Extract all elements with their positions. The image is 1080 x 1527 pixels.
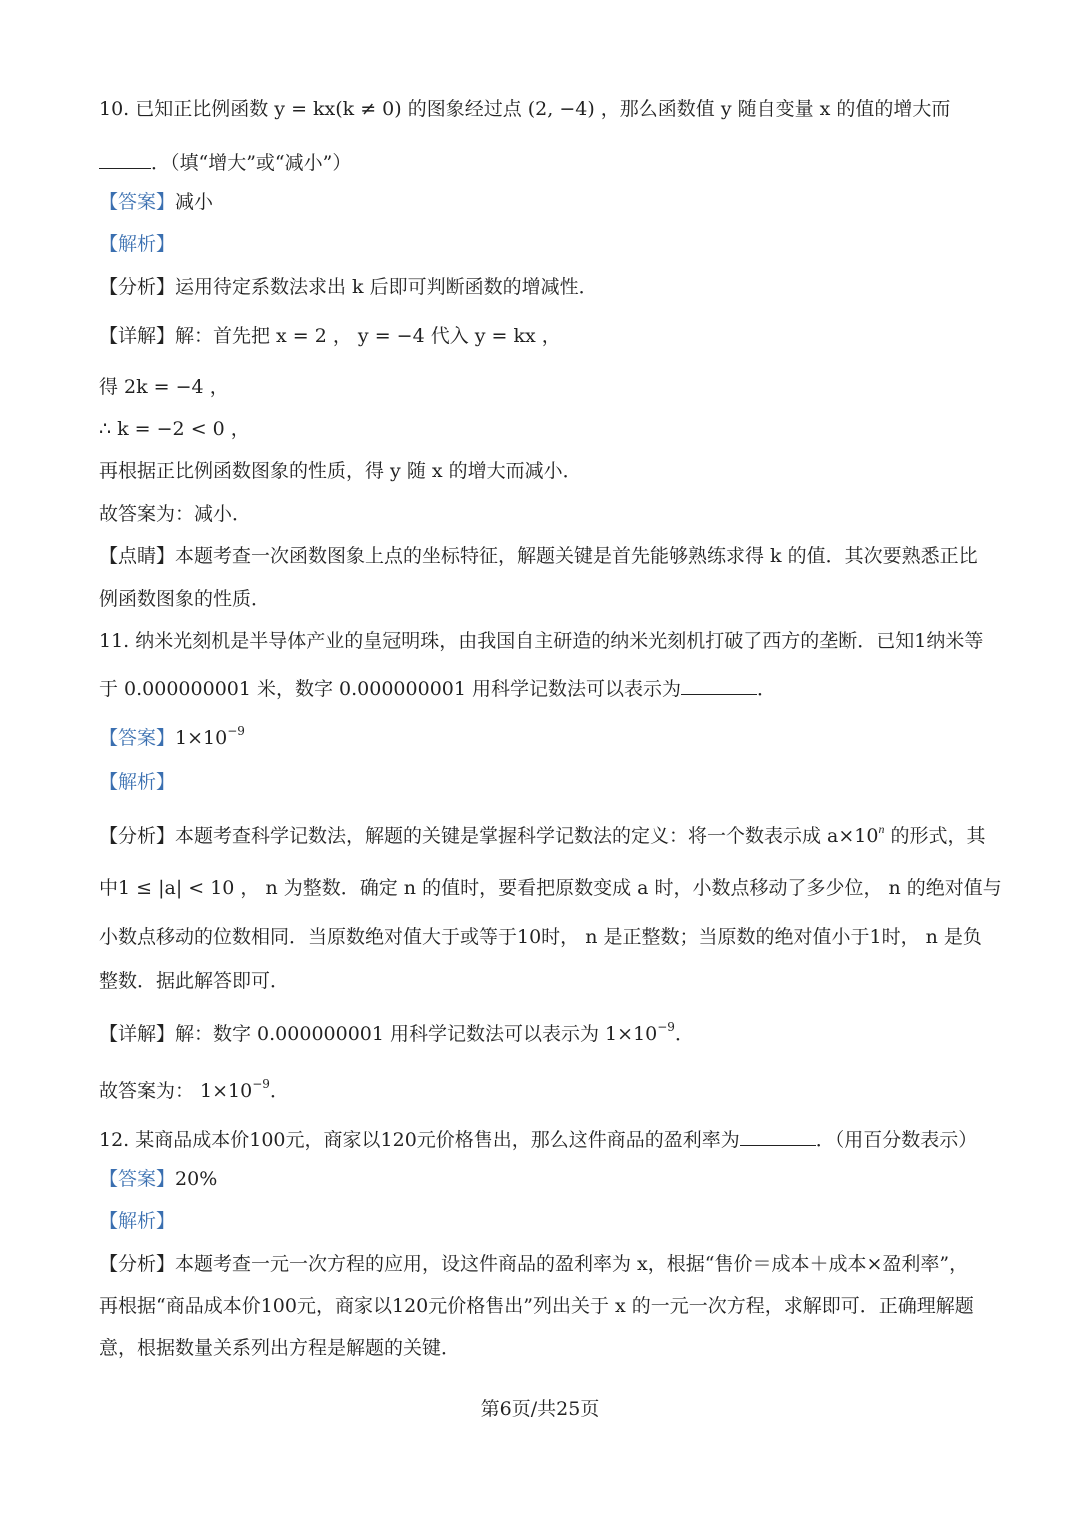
fenxi-text: 的形式，其 [884, 825, 986, 847]
answer-blank [99, 150, 151, 169]
fenxi-label: 【分析】 [99, 1253, 176, 1275]
q11-stem-text: 11. 纳米光刻机是半导体产业的皇冠明珠，由我国自主研造的纳米光刻机打破了西方的垄断．已知1纳米等 [99, 630, 984, 652]
q11-xiangjie [99, 1021, 694, 1044]
q10-step2 [99, 420, 250, 439]
punctuation: ． [269, 1080, 289, 1102]
q10-step1 [99, 378, 229, 397]
q12-fenxi-line2 [99, 1297, 974, 1316]
dianjing-label: 【点睛】 [99, 545, 176, 567]
exponent: −9 [657, 1020, 675, 1034]
fenxi-text-4: 整数．据此解答即可． [99, 970, 290, 992]
answer-label: 【答案】 [99, 191, 176, 213]
q11-stem-text-2: 于 0.000000001 米，数字 0.000000001 用科学记数法可以表示为 [99, 678, 682, 700]
final-answer: 故答案为：减小． [99, 503, 252, 525]
fenxi-label: 【分析】 [99, 825, 176, 847]
q12-jiexi [99, 1212, 175, 1231]
q10-fenxi [99, 278, 598, 297]
final-answer: 故答案为： 1×10 [99, 1080, 253, 1102]
q10-dianjing-line1 [99, 547, 978, 566]
solution-step: ∴ k = −2 < 0 ， [99, 418, 250, 440]
q11-fenxi-line2 [99, 879, 1002, 898]
punctuation: ． [757, 678, 777, 700]
q12-fenxi-line3 [99, 1339, 460, 1358]
q10-answer [99, 193, 213, 212]
q10-stem-text-2: ．（填“增大”或“减小”） [151, 152, 352, 174]
q10-dianjing-line2 [99, 590, 270, 609]
q10-jiexi [99, 235, 175, 254]
q12-fenxi-line1 [99, 1255, 968, 1274]
q11-fenxi-line1 [99, 823, 986, 846]
answer-label: 【答案】 [99, 727, 176, 749]
q12-stem [99, 1127, 977, 1150]
fenxi-text-3: 意，根据数量关系列出方程是解题的关键． [99, 1337, 461, 1359]
fenxi-text: 本题考查科学记数法，解题的关键是掌握科学记数法的定义：将一个数表示成 a×10 [175, 825, 879, 847]
solution-step: 再根据正比例函数图象的性质，得 y 随 x 的增大而减小． [99, 460, 582, 482]
q11-fenxi-line3 [99, 928, 982, 947]
q11-answer [99, 725, 245, 748]
solution-step: 得 2k = −4 ， [99, 376, 229, 398]
fenxi-text-3: 小数点移动的位数相同．当原数绝对值大于或等于10时， n 是正整数；当原数的绝对值小于1时， n 是负 [99, 926, 982, 948]
jiexi-label: 【解析】 [99, 1210, 176, 1232]
fenxi-text: 本题考查一元一次方程的应用，设这件商品的盈利率为 x，根据“售价＝成本＋成本×盈利率”， [175, 1253, 969, 1275]
jiexi-label: 【解析】 [99, 771, 176, 793]
answer-exponent: −9 [227, 724, 245, 738]
answer-blank [681, 676, 757, 695]
q10-stem-line1 [99, 100, 950, 119]
answer-blank [740, 1127, 816, 1146]
fenxi-label: 【分析】 [99, 276, 176, 298]
q11-fenxi-line4 [99, 972, 289, 991]
fenxi-text: 运用待定系数法求出 k 后即可判断函数的增减性． [175, 276, 598, 298]
xiangjie-text: 解：首先把 x = 2 ， y = −4 代入 y = kx ， [175, 325, 561, 347]
q10-stem-line2 [99, 150, 351, 173]
dianjing-text-2: 例函数图象的性质． [99, 588, 271, 610]
dianjing-text: 本题考查一次函数图象上点的坐标特征，解题关键是首先能够熟练求得 k 的值．其次要熟悉正比 [175, 545, 978, 567]
q10-step3 [99, 462, 582, 481]
punctuation: ． [674, 1023, 694, 1045]
fenxi-text-2: 再根据“商品成本价100元，商家以120元价格售出”列出关于 x 的一元一次方程，求解即可．正确理解题 [99, 1295, 974, 1317]
page-number: 第6页/共25页 [480, 1398, 600, 1420]
q11-final [99, 1078, 289, 1101]
q10-final [99, 505, 251, 524]
answer-value: 减小 [175, 191, 214, 213]
answer-label: 【答案】 [99, 1168, 176, 1190]
fenxi-text-2: 中1 ≤ |a| < 10 ， n 为整数．确定 n 的值时，要看把原数变成 a 时，小数点移动了多少位， n 的绝对值与 [99, 877, 1002, 899]
exponent: −9 [252, 1077, 270, 1091]
q11-stem-line1 [99, 632, 983, 651]
answer-value: 1×10 [175, 727, 228, 749]
xiangjie-label: 【详解】 [99, 1023, 176, 1045]
q11-jiexi [99, 773, 175, 792]
q10-xiangjie [99, 327, 561, 346]
q12-stem-text: 12. 某商品成本价100元，商家以120元价格售出，那么这件商品的盈利率为 [99, 1129, 740, 1151]
q12-answer [99, 1170, 217, 1189]
xiangjie-label: 【详解】 [99, 325, 176, 347]
xiangjie-text: 解：数字 0.000000001 用科学记数法可以表示为 1×10 [175, 1023, 658, 1045]
jiexi-label: 【解析】 [99, 233, 176, 255]
q11-stem-line2 [99, 676, 776, 699]
q12-stem-text-2: ．（用百分数表示） [815, 1129, 978, 1151]
q10-stem-text: 10. 已知正比例函数 y = kx(k ≠ 0) 的图象经过点 (2, −4) ，那么函数值 y 随自变量 x 的值的增大而 [99, 98, 951, 120]
answer-value: 20% [175, 1168, 218, 1190]
exponent: n [878, 822, 885, 836]
